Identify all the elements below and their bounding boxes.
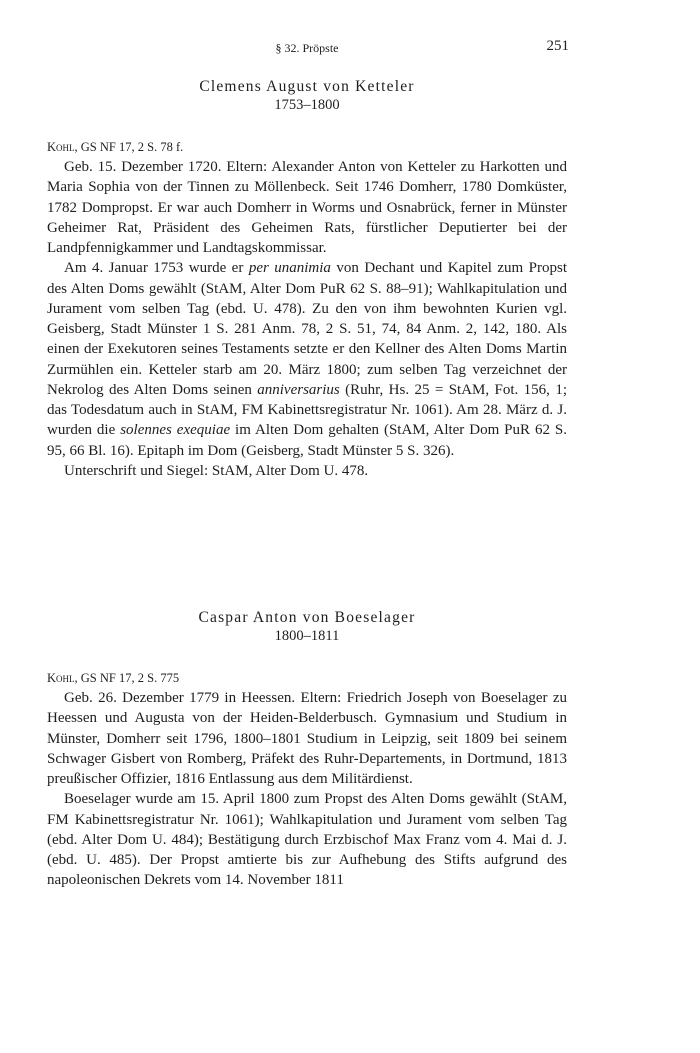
entry-title: Caspar Anton von Boeselager bbox=[198, 609, 416, 626]
latin-term: per unanimia bbox=[248, 260, 331, 277]
paragraph-election: Boeselager wurde am 15. April 1800 zum Propst des Alten Doms gewählt (StAM, FM Kabinettsregistratur Nr. 1061); Wahlkapitulation und Jurament vom selben Tag (ebd. Alter Dom U. 484); Bestätigung durch Erzbischof Max Franz vom 4. Mai d. J. (ebd. U. 485). Der Propst amtierte bis zur Aufhebung des Stifts aufgrund des napoleonischen Dekrets vom 14. November 1811 bbox=[47, 791, 567, 889]
paragraph-biography: Geb. 15. Dezember 1720. Eltern: Alexander Anton von Ketteler zu Harkotten und Maria Sophia von der Tinnen zu Möllenbeck. Seit 1746 Domherr, 1780 Domküster, 1782 Dompropst. Er war auch Domherr in Worms und Osnabrück, ferner in Münster Geheimer Rat, Präsident des Geheimen Rats, fürstlicher Deputierter bei der Landpfennigkammer und Landtagskommissar. bbox=[47, 159, 567, 256]
running-title: § 32. Pröpste bbox=[275, 41, 339, 55]
source-detail: , GS NF 17, 2 S. 78 f. bbox=[74, 140, 184, 154]
source-author: Kohl bbox=[47, 671, 75, 685]
latin-term: solennes exequiae bbox=[120, 422, 231, 439]
source-detail: , GS NF 17, 2 S. 775 bbox=[74, 671, 180, 685]
page-number: 251 bbox=[546, 38, 569, 54]
paragraph-election: Am 4. Januar 1753 wurde er per unanimia von Dechant und Kapitel zum Propst des Alten Doms gewählt (StAM, Alter Dom PuR 62 S. 88–91); Wahlkapitulation und Jurament vom selben Tag (ebd. U. 478). Zu den von ihm bewohnten Kurien vgl. Geisberg, Stadt Münster 1 S. 281 Anm. 78, 2 S. 51, 74, 84 Anm. 2, 142, 180. Als einen der Exekutoren seines Testaments setzte er den Kellner des Alten Doms Martin Zurmühlen ein. Ketteler starb am 20. März 1800; zum selben Tag verzeichnet der Nekrolog des Alten Doms seinen anniversarius (Ruhr, Hs. 25 = StAM, Fot. 156, 1; das Todesdatum auch in StAM, FM Kabinettsregistratur Nr. 1061). Am 28. März d. J. wurden die solennes exequiae im Alten Dom gehalten (StAM, Alter Dom PuR 62 S. 95, 66 Bl. 16). Epitaph im Dom (Geisberg, Stadt Münster 5 S. 326). bbox=[47, 260, 568, 459]
paragraph-signature: Unterschrift und Siegel: StAM, Alter Dom U. 478. bbox=[64, 462, 369, 479]
source-reference bbox=[47, 668, 567, 688]
paragraph-biography: Geb. 26. Dezember 1779 in Heessen. Eltern: Friedrich Joseph von Boeselager zu Heessen und Augusta von der Heiden-Belderbusch. Gymnasium und Studium in Münster, Domherr seit 1796, 1800–1801 Studium in Leipzig, seit 1809 bei seinem Schwager Gisbert von Romberg, Präfekt des Ruhr-Departements, in Dortmund, 1813 preußischer Offizier, 1816 Entlassung aus dem Militärdienst. bbox=[47, 690, 567, 787]
entry-ketteler bbox=[47, 77, 567, 481]
entry-years: 1753–1800 bbox=[274, 97, 340, 113]
source-author: Kohl bbox=[47, 140, 75, 154]
source-reference bbox=[47, 137, 567, 157]
page-header bbox=[47, 38, 567, 58]
entry-boeselager bbox=[47, 608, 567, 891]
entry-years: 1800–1811 bbox=[274, 628, 340, 644]
entry-title: Clemens August von Ketteler bbox=[199, 78, 415, 95]
latin-term: anniversarius bbox=[257, 381, 340, 398]
